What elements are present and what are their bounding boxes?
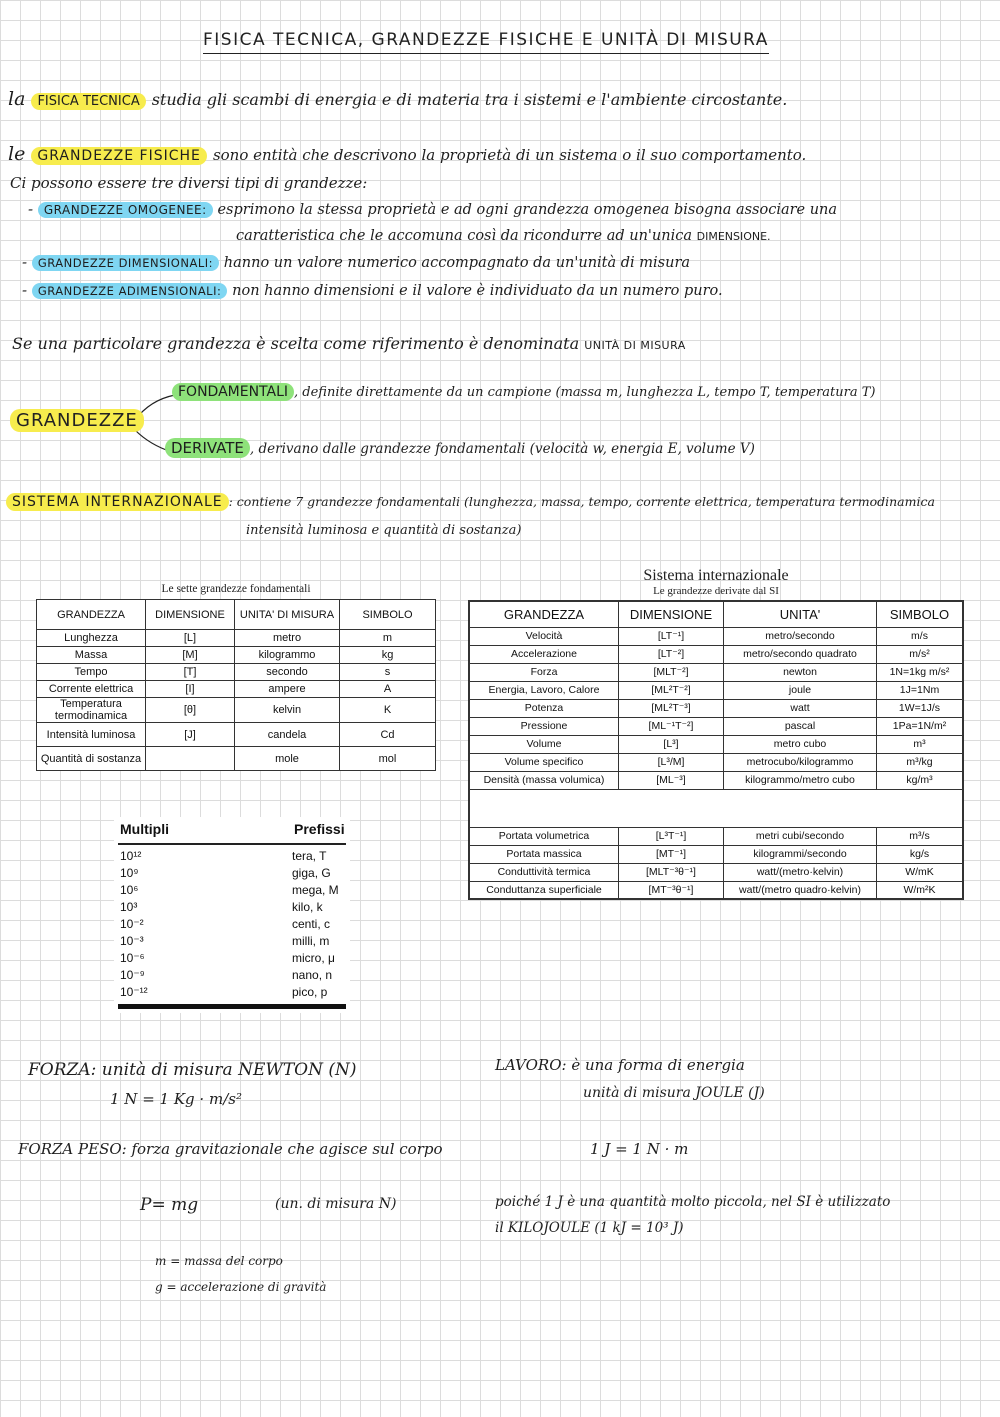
table-cell: [T] <box>146 664 235 681</box>
prefix-name: giga, G <box>292 866 331 880</box>
header-grandezza: GRANDEZZA <box>469 601 619 627</box>
forza-formula: 1 N = 1 Kg · m/s² <box>110 1090 242 1108</box>
table-cell: kg/m³ <box>877 771 964 789</box>
unita-text: Se una particolare grandezza è scelta come riferimento è denominata <box>12 334 580 353</box>
header-dimensione: DIMENSIONE <box>619 601 724 627</box>
table-row <box>469 881 963 899</box>
omogenee-text-2 <box>236 228 771 244</box>
table-cell: kelvin <box>235 698 340 723</box>
table-row <box>469 627 963 645</box>
table-cell: A <box>340 681 436 698</box>
grandezze-types-intro: Ci possono essere tre diversi tipi di grandezze: <box>10 174 368 192</box>
dimensionali-text: hanno un valore numerico accompagnato da un'unità di misura <box>223 255 691 271</box>
table-cell: watt/(metro quadro·kelvin) <box>724 881 877 899</box>
table-cell: [θ] <box>146 698 235 723</box>
table-cell: Portata volumetrica <box>469 827 619 845</box>
forza-peso-unit: (un. di misura N) <box>275 1196 397 1212</box>
type-adimensionali <box>22 281 723 299</box>
table-cell: Conduttività termica <box>469 863 619 881</box>
table-row <box>469 845 963 863</box>
table-cell: [L³T⁻¹] <box>619 827 724 845</box>
dimensione-caps: DIMENSIONE. <box>696 230 771 243</box>
table-cell: 1N=1kg m/s² <box>877 663 964 681</box>
table-row <box>37 630 436 647</box>
table-row <box>469 735 963 753</box>
dash: - <box>28 200 34 218</box>
lavoro-unit: unità di misura JOULE (J) <box>583 1085 765 1101</box>
table-cell: [L] <box>146 630 235 647</box>
table-cell: Quantità di sostanza <box>37 747 146 771</box>
unita-line <box>12 334 686 353</box>
lavoro-line: LAVORO: è una forma di energia <box>495 1056 745 1074</box>
si-line <box>6 494 935 510</box>
table-cell: Lunghezza <box>37 630 146 647</box>
table-cell: ampere <box>235 681 340 698</box>
page-title: FISICA TECNICA, GRANDEZZE FISICHE E UNITÀ DI MISURA <box>203 30 769 54</box>
fondamentali-text: , definite direttamente da un campione (massa m, lunghezza L, tempo T, temperatura T) <box>294 385 876 400</box>
list-item <box>120 951 344 968</box>
forza-line: FORZA: unità di misura NEWTON (N) <box>28 1060 357 1080</box>
list-item <box>120 866 344 883</box>
type-dimensionali <box>22 253 690 271</box>
table-cell: [M] <box>146 647 235 664</box>
highlight-grandezze-fisiche: GRANDEZZE FISICHE <box>31 147 207 165</box>
table-cell: metro/secondo quadrato <box>724 645 877 663</box>
table-cell: [MLT⁻³θ⁻¹] <box>619 863 724 881</box>
table-cell: Velocità <box>469 627 619 645</box>
header-unita: UNITA' DI MISURA <box>235 600 340 630</box>
list-item <box>120 849 344 866</box>
table-header-row <box>469 601 963 627</box>
table-cell: [ML²T⁻²] <box>619 681 724 699</box>
header-dimensione: DIMENSIONE <box>146 600 235 630</box>
table-row <box>469 863 963 881</box>
spacer-cell <box>469 789 963 827</box>
table-cell: [L³/M] <box>619 753 724 771</box>
grandezze-root <box>10 410 144 431</box>
grandezze-article: le <box>8 143 26 165</box>
adimensionali-text: non hanno dimensioni e il valore è individuato da un numero puro. <box>232 283 723 299</box>
multiplier-value: 10⁻² <box>120 917 144 931</box>
fundamental-quantities-table <box>36 599 436 771</box>
dash: - <box>22 281 28 299</box>
intro-text: studia gli scambi di energia e di materia tra i sistemi e l'ambiente circostante. <box>151 90 788 109</box>
table-cell: Portata massica <box>469 845 619 863</box>
table-cell: [LT⁻²] <box>619 645 724 663</box>
intro-line <box>8 88 787 110</box>
header-prefissi: Prefissi <box>294 821 345 837</box>
table-row <box>37 664 436 681</box>
lavoro-formula: 1 J = 1 N · m <box>590 1140 689 1158</box>
table-cell: Accelerazione <box>469 645 619 663</box>
table-cell: m/s <box>877 627 964 645</box>
table-cell: Pressione <box>469 717 619 735</box>
highlight-derivate: DERIVATE <box>165 438 250 458</box>
derived-quantities-table <box>468 600 964 900</box>
table-cell: candela <box>235 723 340 747</box>
table-cell: W/mK <box>877 863 964 881</box>
table2-title: Sistema internazionale <box>643 567 789 584</box>
lavoro-note: poiché 1 J è una quantità molto piccola, nel SI è utilizzato <box>495 1194 891 1210</box>
table-cell: Cd <box>340 723 436 747</box>
table-cell: m/s² <box>877 645 964 663</box>
multiplier-value: 10⁻³ <box>120 934 144 948</box>
table-cell: kilogrammo/metro cubo <box>724 771 877 789</box>
table-cell: mole <box>235 747 340 771</box>
table-cell: [L³] <box>619 735 724 753</box>
header-rule <box>118 843 346 845</box>
table-cell: 1W=1J/s <box>877 699 964 717</box>
highlight-fisica-tecnica: FISICA TECNICA <box>31 93 145 110</box>
table-cell: kilogrammo <box>235 647 340 664</box>
table-cell: metri cubi/secondo <box>724 827 877 845</box>
list-item <box>120 934 344 951</box>
forza-peso-line: FORZA PESO: forza gravitazionale che agisce sul corpo <box>18 1140 443 1158</box>
unita-caps: UNITÀ DI MISURA <box>584 339 686 352</box>
derivate-text: , derivano dalle grandezze fondamentali (velocità w, energia E, volume V) <box>249 441 755 457</box>
table-row <box>469 771 963 789</box>
multiplier-value: 10⁶ <box>120 883 139 897</box>
table-cell <box>146 747 235 771</box>
table-cell: watt/(metro·kelvin) <box>724 863 877 881</box>
list-item <box>120 883 344 900</box>
table-cell: watt <box>724 699 877 717</box>
table-row <box>37 647 436 664</box>
grandezze-text: sono entità che descrivono la proprietà di un sistema o il suo comportamento. <box>212 146 807 164</box>
si-text-2: intensità luminosa e quantità di sostanza) <box>246 523 522 538</box>
derivate-line <box>165 439 755 457</box>
table-cell: [MT⁻¹] <box>619 845 724 863</box>
multiplier-value: 10⁻¹² <box>120 985 148 999</box>
lavoro-note-2: il KILOJOULE (1 kJ = 10³ J) <box>495 1220 684 1236</box>
prefix-name: tera, T <box>292 849 327 863</box>
table-row <box>37 681 436 698</box>
multiplier-value: 10¹² <box>120 849 142 863</box>
multiplier-value: 10⁹ <box>120 866 139 880</box>
table-cell: pascal <box>724 717 877 735</box>
gravity-definition: g = accelerazione di gravità <box>155 1280 327 1294</box>
table-cell: Volume <box>469 735 619 753</box>
omogenee-text2: caratteristica che le accomuna così da ricondurre ad un'unica <box>236 228 692 244</box>
table-cell: Forza <box>469 663 619 681</box>
prefix-name: pico, p <box>292 985 328 999</box>
table-row <box>469 827 963 845</box>
table-cell: m³/kg <box>877 753 964 771</box>
multiplier-value: 10³ <box>120 900 138 914</box>
table-row <box>469 645 963 663</box>
table-cell: [MT⁻³θ⁻¹] <box>619 881 724 899</box>
bottom-rule <box>118 1004 346 1009</box>
spacer-row <box>469 789 963 827</box>
table-row <box>37 698 436 723</box>
table-row <box>469 663 963 681</box>
table-cell: metro <box>235 630 340 647</box>
table-cell: m <box>340 630 436 647</box>
header-multipli: Multipli <box>120 821 169 837</box>
multiplier-value: 10⁻⁶ <box>120 951 145 965</box>
table-cell: s <box>340 664 436 681</box>
omogenee-text: esprimono la stessa proprietà e ad ogni grandezza omogenea bisogna associare una <box>217 202 838 218</box>
table-cell: Potenza <box>469 699 619 717</box>
prefix-name: nano, n <box>292 968 333 982</box>
table-cell: metro/secondo <box>724 627 877 645</box>
table-row <box>469 753 963 771</box>
type-omogenee <box>28 200 837 218</box>
highlight-omogenee: GRANDEZZE OMOGENEE: <box>38 202 213 218</box>
table-cell: mol <box>340 747 436 771</box>
table-cell: 1Pa=1N/m² <box>877 717 964 735</box>
list-item <box>120 917 344 934</box>
table-cell: secondo <box>235 664 340 681</box>
table-cell: metro cubo <box>724 735 877 753</box>
prefix-name: kilo, k <box>292 900 323 914</box>
list-item <box>120 900 344 917</box>
table-cell: [I] <box>146 681 235 698</box>
header-grandezza: GRANDEZZA <box>37 600 146 630</box>
table-cell: 1J=1Nm <box>877 681 964 699</box>
list-item <box>120 985 344 1002</box>
table-cell: Intensità luminosa <box>37 723 146 747</box>
table-cell: kilogrammi/secondo <box>724 845 877 863</box>
header-simbolo: SIMBOLO <box>340 600 436 630</box>
si-text: : contiene 7 grandezze fondamentali (lunghezza, massa, tempo, corrente elettrica, temperatura termodinamica <box>228 494 935 509</box>
prefix-name: milli, m <box>292 934 330 948</box>
mass-definition: m = massa del corpo <box>155 1254 283 1268</box>
list-item <box>120 968 344 985</box>
dash: - <box>22 253 28 271</box>
header-unita: UNITA' <box>724 601 877 627</box>
table-cell: joule <box>724 681 877 699</box>
intro-article: la <box>8 88 26 110</box>
table-cell: Temperatura termodinamica <box>37 698 146 723</box>
table-cell: m³/s <box>877 827 964 845</box>
table-cell: Corrente elettrica <box>37 681 146 698</box>
table-row <box>469 717 963 735</box>
table-cell: kg/s <box>877 845 964 863</box>
highlight-si: SISTEMA INTERNAZIONALE <box>6 493 229 511</box>
highlight-dimensionali: GRANDEZZE DIMENSIONALI: <box>32 255 219 271</box>
table-cell: kg <box>340 647 436 664</box>
table-cell: [ML⁻³] <box>619 771 724 789</box>
table-header-row <box>37 600 436 630</box>
forza-peso-formula: P= mg <box>140 1195 199 1215</box>
table-cell: K <box>340 698 436 723</box>
table-cell: W/m²K <box>877 881 964 899</box>
table-row <box>469 699 963 717</box>
table-cell: Densità (massa volumica) <box>469 771 619 789</box>
table-cell: Volume specifico <box>469 753 619 771</box>
highlight-fondamentali: FONDAMENTALI <box>172 383 294 401</box>
grandezze-line <box>8 143 806 165</box>
table-cell: Conduttanza superficiale <box>469 881 619 899</box>
table-cell: [ML⁻¹T⁻²] <box>619 717 724 735</box>
multipli-table <box>114 817 350 1013</box>
table-cell: [MLT⁻²] <box>619 663 724 681</box>
table-cell: Tempo <box>37 664 146 681</box>
multiplier-value: 10⁻⁹ <box>120 968 145 982</box>
table-cell: m³ <box>877 735 964 753</box>
table2-subtitle: Le grandezze derivate dal SI <box>653 585 779 597</box>
table-row <box>37 747 436 771</box>
highlight-grandezze-root: GRANDEZZE <box>10 409 144 432</box>
prefix-name: mega, M <box>292 883 339 897</box>
table-cell: [LT⁻¹] <box>619 627 724 645</box>
table-cell: newton <box>724 663 877 681</box>
highlight-adimensionali: GRANDEZZE ADIMENSIONALI: <box>32 283 228 299</box>
prefix-name: micro, μ <box>292 951 335 965</box>
prefix-name: centi, c <box>292 917 331 931</box>
table1-caption: Le sette grandezze fondamentali <box>161 583 311 595</box>
table-cell: [ML²T⁻³] <box>619 699 724 717</box>
table-cell: Energia, Lavoro, Calore <box>469 681 619 699</box>
table-cell: metrocubo/kilogrammo <box>724 753 877 771</box>
table-row <box>37 723 436 747</box>
table-cell: Massa <box>37 647 146 664</box>
table-cell: [J] <box>146 723 235 747</box>
table-row <box>469 681 963 699</box>
fondamentali-line <box>172 384 875 400</box>
header-simbolo: SIMBOLO <box>877 601 964 627</box>
